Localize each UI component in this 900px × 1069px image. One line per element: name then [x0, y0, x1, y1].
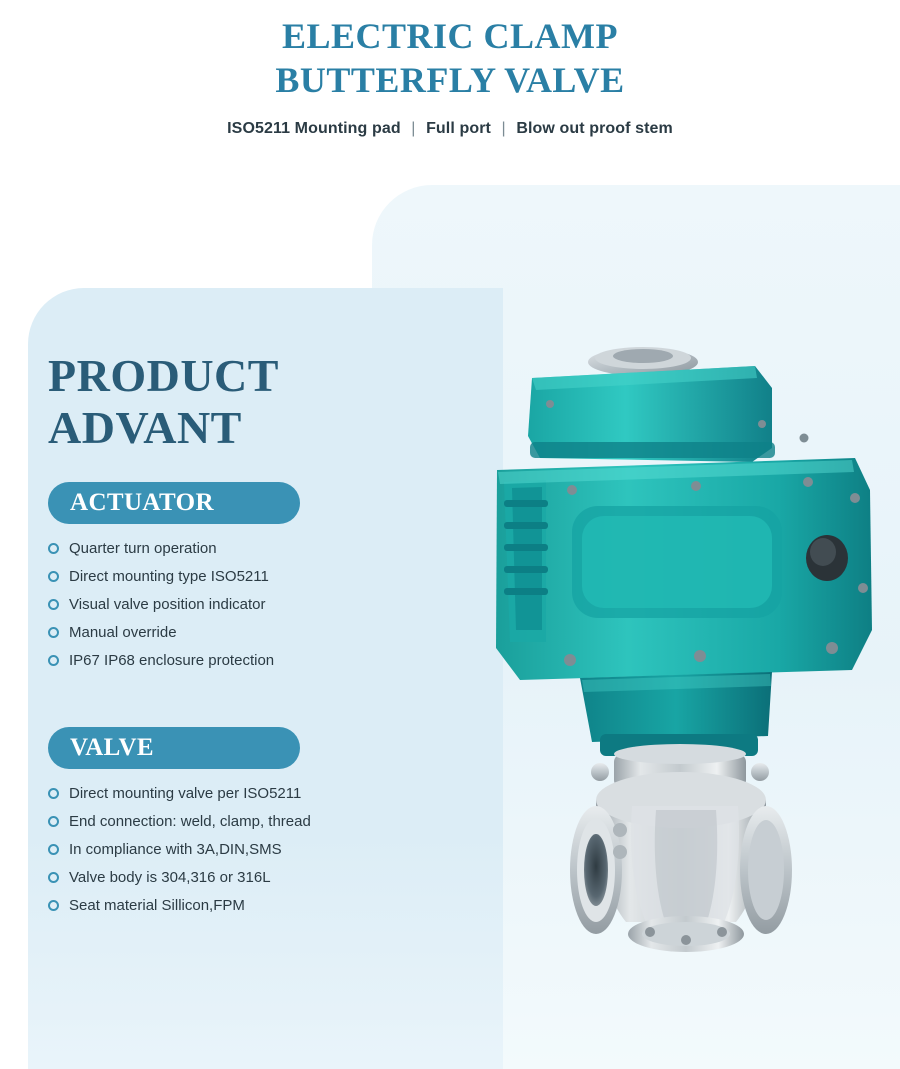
list-item-label: Seat material Sillicon,FPM — [69, 897, 245, 914]
bullet-ring-icon — [48, 627, 59, 638]
bullet-ring-icon — [48, 571, 59, 582]
actuator-section-label: ACTUATOR — [70, 489, 214, 516]
valve-section-label: VALVE — [70, 734, 154, 761]
list-item — [48, 652, 448, 669]
butterfly-valve-body — [570, 772, 792, 952]
section-heading — [48, 350, 448, 454]
list-item-label: Direct mounting type ISO5211 — [69, 568, 269, 585]
product-photo — [400, 330, 900, 1030]
page-title — [0, 14, 900, 102]
valve-feature-list — [48, 785, 448, 914]
list-item — [48, 624, 448, 641]
iso5211-mounting-pad — [580, 672, 772, 756]
list-item — [48, 869, 448, 886]
list-item — [48, 596, 448, 613]
list-item-label: In compliance with 3A,DIN,SMS — [69, 841, 282, 858]
list-item-label: Direct mounting valve per ISO5211 — [69, 785, 302, 802]
actuator-top-cover — [528, 366, 809, 462]
subtitle-feature-1: ISO5211 Mounting pad — [227, 120, 401, 137]
list-item-label: Valve body is 304,316 or 316L — [69, 869, 271, 886]
bullet-ring-icon — [48, 900, 59, 911]
bullet-ring-icon — [48, 655, 59, 666]
valve-illustration — [400, 330, 900, 1030]
page-subtitle — [0, 120, 900, 138]
actuator-main-body — [496, 458, 872, 680]
page-title-line-2: BUTTERFLY VALVE — [275, 60, 625, 100]
list-item-label: Manual override — [69, 624, 177, 641]
subtitle-feature-3: Blow out proof stem — [516, 120, 673, 137]
list-item-label: IP67 IP68 enclosure protection — [69, 652, 275, 669]
list-item — [48, 540, 448, 557]
bullet-ring-icon — [48, 788, 59, 799]
cooling-fins — [504, 480, 548, 642]
actuator-feature-list — [48, 540, 448, 669]
bullet-ring-icon — [48, 872, 59, 883]
clamp-ferrule-right — [740, 806, 792, 934]
list-item — [48, 568, 448, 585]
bullet-ring-icon — [48, 543, 59, 554]
list-item — [48, 841, 448, 858]
list-item — [48, 897, 448, 914]
subtitle-separator-2: | — [501, 120, 506, 137]
list-item-label: Visual valve position indicator — [69, 596, 266, 613]
bullet-ring-icon — [48, 844, 59, 855]
page-header — [0, 0, 900, 138]
section-spacer — [48, 685, 448, 699]
clamp-ferrule-left — [570, 806, 622, 934]
list-item-label: End connection: weld, clamp, thread — [69, 813, 311, 830]
subtitle-feature-2: Full port — [426, 120, 491, 137]
section-heading-line-1: PRODUCT — [48, 350, 279, 401]
list-item — [48, 813, 448, 830]
product-advantages-section — [48, 350, 448, 930]
list-item — [48, 785, 448, 802]
list-item-label: Quarter turn operation — [69, 540, 217, 557]
subtitle-separator-1: | — [411, 120, 416, 137]
section-heading-line-2: ADVANT — [48, 402, 242, 453]
bullet-ring-icon — [48, 599, 59, 610]
bullet-ring-icon — [48, 816, 59, 827]
actuator-section-pill — [48, 482, 300, 524]
page-title-line-1: ELECTRIC CLAMP — [281, 16, 619, 56]
valve-section-pill — [48, 727, 300, 769]
